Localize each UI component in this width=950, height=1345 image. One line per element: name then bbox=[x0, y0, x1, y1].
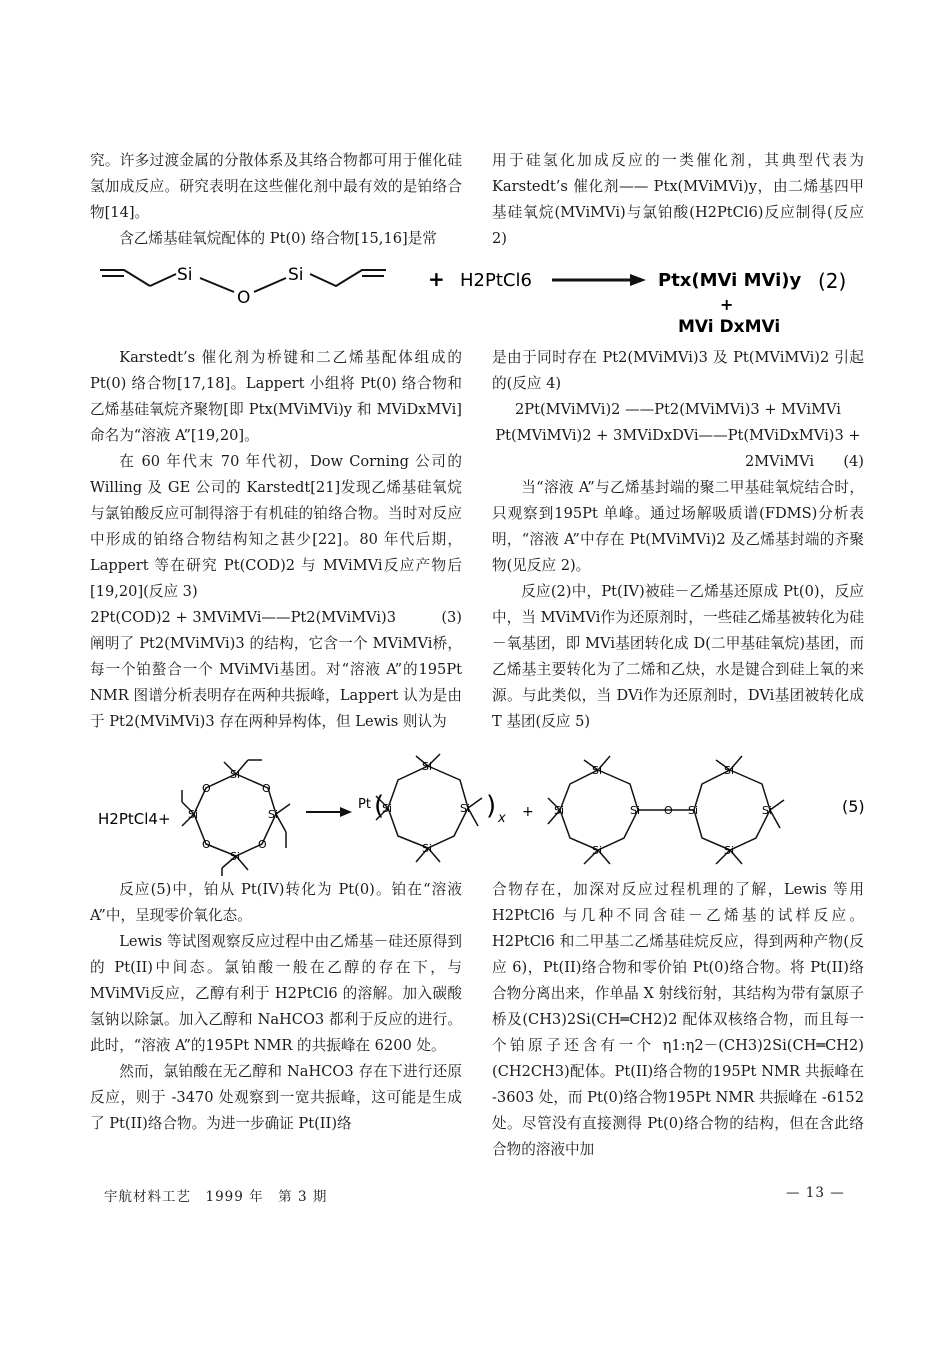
reagent-formula: H2PtCl4 bbox=[98, 810, 158, 828]
arrow-head bbox=[340, 807, 352, 817]
journal-footer: 宇航材料工艺 1999 年 第 3 期 bbox=[104, 1189, 328, 1205]
si-label: Si bbox=[724, 764, 735, 777]
si-label: Si bbox=[630, 804, 641, 817]
paragraph: Lewis 等试图观察反应过程中由乙烯基－硅还原得到的 Pt(II)中间态。氯铂酸一般在乙醇的存在下，与 MViMVi反应，乙醇有利于 H2PtCl6 的溶解。加入碳酸氢钠以除氯。加入乙醇和 NaHCO3 都利于反应的进行。此时，“溶液 A”的195Pt NMR 的共振峰在 6200 处。 bbox=[90, 933, 462, 1054]
product-formula: Ptx(MVi MVi)y bbox=[658, 270, 802, 291]
si-label: Si bbox=[460, 802, 471, 815]
si-label: Si bbox=[554, 804, 565, 817]
arrow-head bbox=[630, 274, 646, 286]
si-label: Si bbox=[188, 808, 199, 821]
paragraph: 反应(2)中，Pt(IV)被硅－乙烯基还原成 Pt(0)，反应中，当 MViMVi作为还原剂时，一些硅乙烯基被转化为硅－氧基团，即 MVi基团转化成 D(二甲基硅氧烷)基团，而乙烯基主要转化为了二烯和乙炔，水是键合到硅上氧的来源。与此类似，当 DVi作为还原剂时，DVi基团被转化成 T 基团(反应 5) bbox=[492, 583, 864, 730]
equation-number: (4) bbox=[843, 453, 864, 470]
si-label: Si bbox=[422, 842, 433, 855]
si-label: Si bbox=[382, 802, 393, 815]
equation-number: (2) bbox=[818, 269, 847, 293]
reagent-formula: H2PtCl6 bbox=[460, 270, 532, 291]
equation-text: 2Pt(COD)2 + 3MViMVi——Pt2(MViMVi)3 bbox=[90, 609, 397, 626]
o-label: O bbox=[202, 782, 211, 795]
paragraph: 合物存在，加深对反应过程机理的了解，Lewis 等用 H2PtCl6 与几种不同含硅－乙烯基的试样反应。H2PtCl6 和二甲基二乙烯基硅烷反应，得到两种产物(反应 6)，Pt(II)络合物和零价铂 Pt(0)络合物。将 Pt(II)络合物分离出来，作单晶 X 射线衍射，其结构为带有氯原子桥及(CH3)2Si(CH═CH2)2 配体双核络合物，而且每一个铂原子还含有一个 η1:η2－(CH3)2Si(CH═CH2)(CH2CH3)配体。Pt(II)络合物的195Pt NMR 共振峰在 -3603 处，而 Pt(0)络合物195Pt NMR 共振峰在 -6152 处。尽管没有直接测得 Pt(0)络合物的结构，但在含此络合物的溶液中加 bbox=[492, 881, 864, 1158]
o-label: O bbox=[262, 782, 271, 795]
paragraph: 在 60 年代末 70 年代初，Dow Corning 公司的 Willing 及 GE 公司的 Karstedt[21]发现乙烯基硅氧烷与氯铂酸反应可制得溶于有机硅的铂络合物。当时对反应中形成的铂络合物结构知之甚少[22]。80 年代后期，Lappert 等在研究 Pt(COD)2 与 MViMVi反应产物后[19,20](反应 3) bbox=[90, 453, 462, 600]
si-label: Si bbox=[592, 764, 603, 777]
si-label: Si bbox=[177, 265, 193, 285]
o-label: O bbox=[258, 838, 267, 851]
equation-3 bbox=[90, 605, 462, 631]
bracket-open: ( bbox=[374, 791, 385, 821]
equation-4-line-2: Pt(MViMVi)2 + 3MViDxDVi——Pt(MViDxMVi)3 + bbox=[495, 427, 861, 444]
paragraph: 是由于同时存在 Pt2(MViMVi)3 及 Pt(MViMVi)2 引起的(反应 4) bbox=[492, 349, 864, 392]
paragraph: 反应(5)中，铂从 Pt(IV)转化为 Pt(0)。铂在“溶液 A”中，呈现零价氧化态。 bbox=[90, 881, 462, 924]
text-column-left-top bbox=[90, 148, 462, 252]
o-label: O bbox=[202, 838, 211, 851]
paragraph: Karstedt’s 催化剂为桥键和二乙烯基配体组成的 Pt(0) 络合物[17,18]。Lappert 小组将 Pt(0) 络合物和乙烯基硅氧烷齐聚物[即 Ptx(MViMVi)y 和 MViDxMVi]命名为“溶液 A”[19,20]。 bbox=[90, 349, 462, 444]
text-column-left-mid bbox=[90, 345, 462, 735]
o-label: O bbox=[664, 804, 673, 817]
equation-number: (3) bbox=[441, 609, 462, 626]
si-label: Si bbox=[230, 850, 241, 863]
platinum-label: Pt bbox=[358, 797, 371, 812]
paragraph: 究。许多过渡金属的分散体系及其络合物都可用于催化硅氢加成反应。研究表明在这些催化剂中最有效的是铂络合物[14]。 bbox=[90, 152, 462, 221]
equation-4-line-3 bbox=[492, 449, 864, 475]
si-label: Si bbox=[688, 804, 699, 817]
o-label: O bbox=[237, 288, 251, 308]
plus-sign: + bbox=[428, 267, 445, 291]
text-column-right-top bbox=[492, 148, 864, 252]
si-label: Si bbox=[288, 265, 304, 285]
bracket-close: ) bbox=[486, 791, 497, 821]
si-label: Si bbox=[762, 804, 773, 817]
equation-number: (5) bbox=[842, 797, 865, 816]
byproduct-formula: MVi DxMVi bbox=[678, 317, 781, 337]
paragraph: 然而，氯铂酸在无乙醇和 NaHCO3 存在下进行还原反应，则于 -3470 处观察到一宽共振峰，这可能是生成了 Pt(II)络合物。为进一步确证 Pt(II)络 bbox=[90, 1063, 462, 1132]
paragraph: 含乙烯基硅氧烷配体的 Pt(0) 络合物[15,16]是常 bbox=[119, 230, 437, 247]
reaction-scheme-5 bbox=[90, 752, 870, 880]
si-label: Si bbox=[268, 808, 279, 821]
page-number: — 13 — bbox=[786, 1185, 845, 1201]
paragraph: 当“溶液 A”与乙烯基封端的聚二甲基硅氧烷结合时，只观察到195Pt 单峰。通过场解吸质谱(FDMS)分析表明，“溶液 A”中存在 Pt(MViMVi)2 及乙烯基封端的齐聚物(见反应 2)。 bbox=[492, 479, 864, 574]
plus-sign: + bbox=[158, 810, 171, 828]
si-label: Si bbox=[724, 844, 735, 857]
si-label: Si bbox=[230, 768, 241, 781]
text-column-left-bottom bbox=[90, 877, 462, 1137]
plus-sign: + bbox=[720, 295, 734, 314]
equation-4-line-1: 2Pt(MViMVi)2 ——Pt2(MViMVi)3 + MViMVi bbox=[515, 401, 841, 418]
equation-text: 2MViMVi bbox=[744, 453, 815, 470]
subscript-x: x bbox=[498, 811, 506, 826]
paragraph: 阐明了 Pt2(MViMVi)3 的结构，它含一个 MViMVi桥，每一个铂螯合一个 MViMVi基团。对“溶液 A”的195Pt NMR 图谱分析表明存在两种共振峰，Lappert 认为是由于 Pt2(MViMVi)3 存在两种异构体，但 Lewis 则认为 bbox=[90, 635, 462, 730]
paragraph: 用于硅氢化加成反应的一类催化剂，其典型代表为 Karstedt’s 催化剂—— Ptx(MViMVi)y，由二烯基四甲基硅氧烷(MViMVi)与氯铂酸(H2PtCl6)反应制得(反应 2) bbox=[492, 152, 864, 247]
si-label: Si bbox=[592, 844, 603, 857]
reaction-scheme-2 bbox=[90, 256, 870, 340]
si-label: Si bbox=[422, 760, 433, 773]
text-column-right-bottom bbox=[492, 877, 864, 1163]
plus-sign: + bbox=[522, 804, 534, 820]
text-column-right-mid bbox=[492, 345, 864, 735]
